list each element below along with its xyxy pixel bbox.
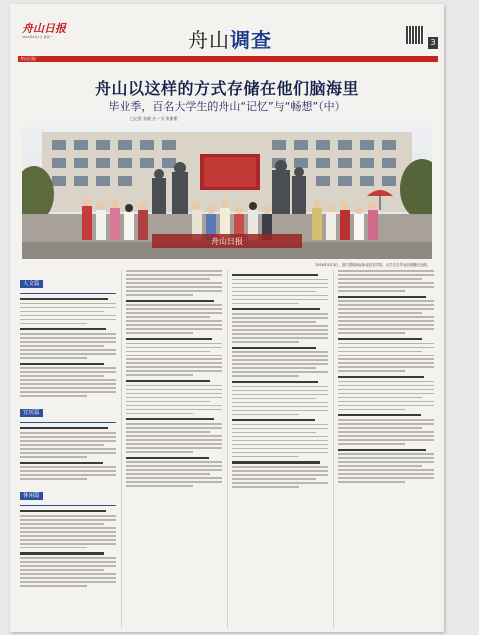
masthead-rule [18,56,438,62]
column-2 [126,270,222,628]
column-4 [338,270,434,628]
masthead [10,4,444,56]
article-columns [20,270,436,630]
photo-banner-text: 舟山日报 [211,237,243,246]
headline: 舟山以这样的方式存储在他们脑海里 [94,79,359,98]
photo-caption: 2016年5月3日，浙江国际海运职业技术学院，大学生在毕业前拍摄纪念照。 [315,263,430,267]
page-number: 3 [428,37,438,49]
section-label-living: 宜居篇 [20,409,43,417]
section-label-culture: 人文篇 [20,280,43,288]
newspaper-logo: 舟山日报 [22,22,66,35]
column-3 [232,270,328,628]
rule-tag: 舟山日报 [20,56,36,61]
section-label-leisure: 休闲篇 [20,492,43,500]
section-title-a: 舟山 [188,28,230,52]
issue-date: 2016年8月1日 星期一 [22,35,53,39]
subheadline: 毕业季，百名大学生的舟山“记忆”与“畅想”（中） [108,100,346,113]
section-title-b: 调查 [230,28,272,52]
newspaper-page [10,4,444,632]
qr-code-icon [406,26,424,44]
section-title [188,24,272,53]
byline: □记者 张晓 庄一戈 张甜甜 [130,116,178,121]
column-1 [20,270,116,628]
group-photo [22,124,432,259]
